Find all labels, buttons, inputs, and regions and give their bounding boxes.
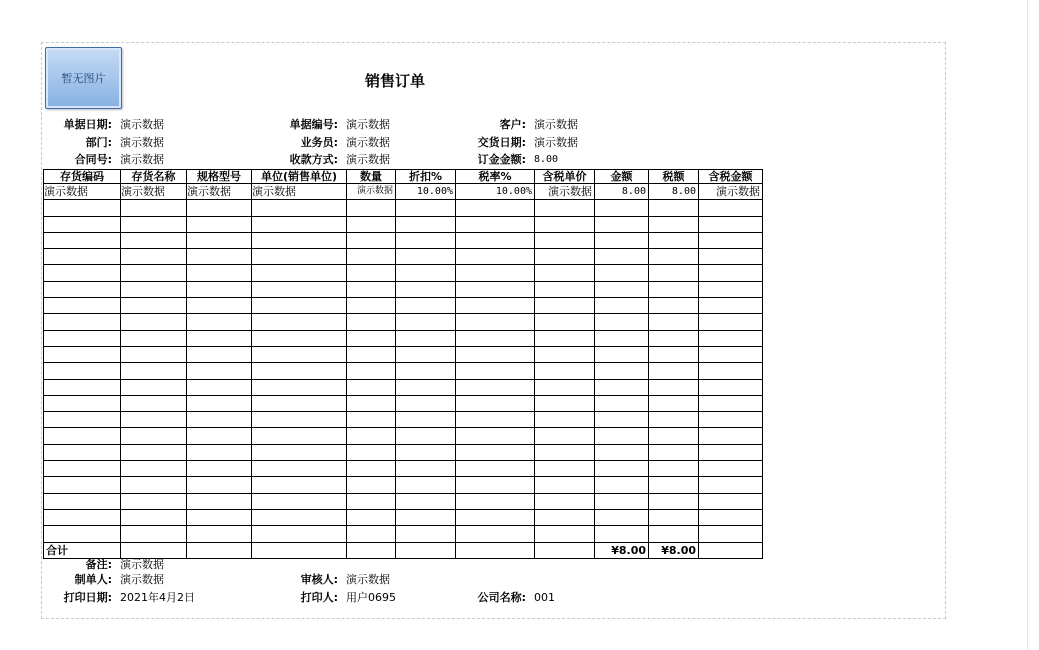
salesman-value: 演示数据	[346, 136, 390, 149]
doc-date-value: 演示数据	[120, 118, 164, 131]
empty-table-row	[44, 200, 763, 216]
table-total-row	[44, 542, 763, 558]
creator-label: 制单人:	[74, 573, 112, 586]
column-header: 数量	[347, 170, 396, 184]
column-header: 税额	[649, 170, 699, 184]
column-header: 规格型号	[187, 170, 252, 184]
empty-table-row	[44, 477, 763, 493]
table-cell: 演示数据	[187, 184, 252, 200]
delivery-date-value: 演示数据	[534, 136, 578, 149]
empty-table-row	[44, 493, 763, 509]
logo-placeholder-text: 暂无图片	[61, 72, 106, 85]
reviewer-label: 审核人:	[300, 573, 338, 586]
empty-table-row	[44, 265, 763, 281]
column-header: 单位(销售单位)	[252, 170, 347, 184]
creator-value: 演示数据	[120, 573, 164, 586]
column-header: 折扣%	[396, 170, 456, 184]
empty-table-row	[44, 232, 763, 248]
table-cell: 演示数据	[535, 184, 595, 200]
table-cell: 8.00	[595, 184, 649, 200]
doc-no-value: 演示数据	[346, 118, 390, 131]
column-header: 金额	[595, 170, 649, 184]
empty-table-row	[44, 395, 763, 411]
total-label: 合计	[44, 542, 121, 558]
department-label: 部门:	[85, 136, 112, 149]
customer-label: 客户:	[499, 118, 526, 131]
company-value: 001	[534, 591, 555, 604]
empty-table-row	[44, 330, 763, 346]
table-cell: 8.00	[649, 184, 699, 200]
column-header: 存货编码	[44, 170, 121, 184]
empty-table-row	[44, 444, 763, 460]
contract-no-value: 演示数据	[120, 153, 164, 166]
table-header-row	[44, 170, 763, 184]
document-title: 销售订单	[364, 72, 425, 90]
deposit-label: 订金金额:	[477, 153, 526, 166]
remark-value: 演示数据	[120, 558, 164, 571]
total-amount: ¥8.00	[595, 542, 649, 558]
empty-table-row	[44, 526, 763, 542]
empty-table-row	[44, 346, 763, 362]
print-date-label: 打印日期:	[63, 591, 112, 604]
department-value: 演示数据	[120, 136, 164, 149]
empty-table-row	[44, 428, 763, 444]
order-lines-table	[43, 169, 763, 559]
table-cell: 演示数据	[699, 184, 763, 200]
empty-table-row	[44, 216, 763, 232]
remark-label: 备注:	[85, 558, 112, 571]
reviewer-value: 演示数据	[346, 573, 390, 586]
company-label: 公司名称:	[477, 591, 526, 604]
doc-date-label: 单据日期:	[63, 118, 112, 131]
empty-table-row	[44, 461, 763, 477]
delivery-date-label: 交货日期:	[477, 136, 526, 149]
total-tax: ¥8.00	[649, 542, 699, 558]
customer-value: 演示数据	[534, 118, 578, 131]
column-header: 含税单价	[535, 170, 595, 184]
empty-table-row	[44, 412, 763, 428]
logo-placeholder	[45, 47, 122, 109]
printer-label: 打印人:	[300, 591, 338, 604]
table-cell: 演示数据	[252, 184, 347, 200]
empty-table-row	[44, 249, 763, 265]
empty-table-row	[44, 379, 763, 395]
empty-table-row	[44, 281, 763, 297]
salesman-label: 业务员:	[300, 136, 338, 149]
payment-method-label: 收款方式:	[289, 153, 338, 166]
table-row	[44, 184, 763, 200]
empty-table-row	[44, 298, 763, 314]
table-cell: 演示数据	[347, 184, 396, 200]
empty-table-row	[44, 509, 763, 525]
table-cell: 10.00%	[456, 184, 535, 200]
table-cell: 演示数据	[44, 184, 121, 200]
contract-no-label: 合同号:	[74, 153, 112, 166]
deposit-value: 8.00	[534, 154, 559, 165]
print-date-value: 2021年4月2日	[120, 591, 195, 604]
column-header: 含税金额	[699, 170, 763, 184]
empty-table-row	[44, 314, 763, 330]
empty-table-row	[44, 363, 763, 379]
table-cell: 演示数据	[121, 184, 187, 200]
table-cell: 10.00%	[396, 184, 456, 200]
payment-method-value: 演示数据	[346, 153, 390, 166]
doc-no-label: 单据编号:	[289, 118, 338, 131]
column-header: 存货名称	[121, 170, 187, 184]
printer-value: 用户0695	[346, 591, 396, 604]
column-header: 税率%	[456, 170, 535, 184]
scrollbar-edge[interactable]	[1027, 0, 1028, 650]
